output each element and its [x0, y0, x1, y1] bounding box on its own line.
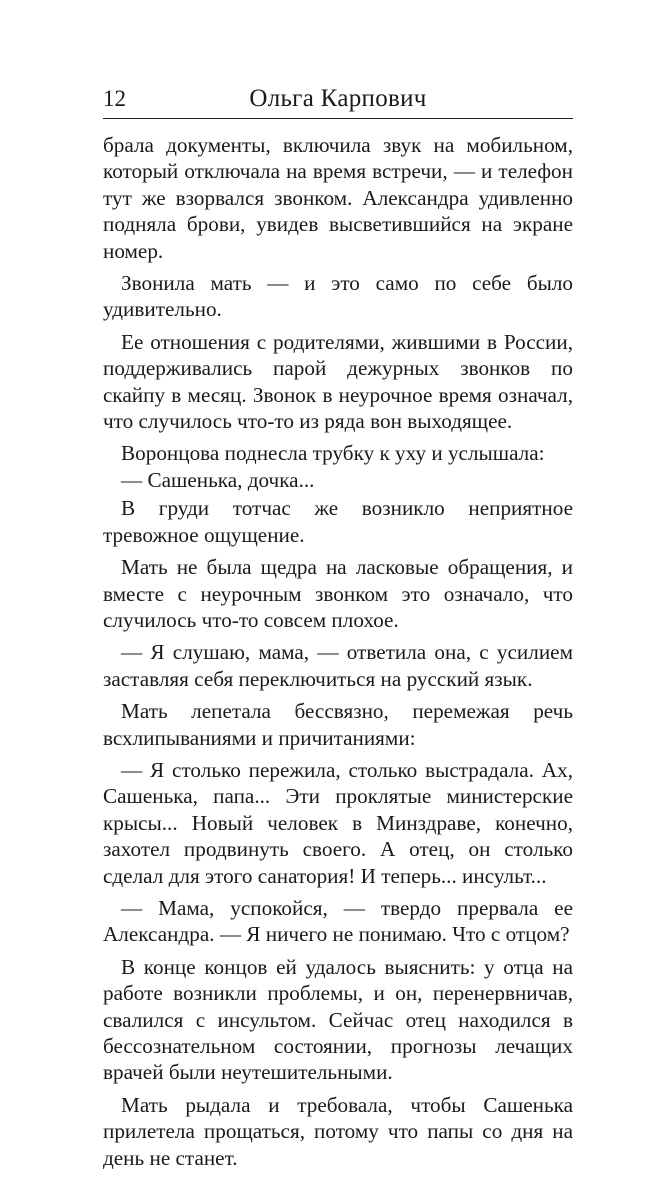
page-number: 12: [103, 86, 126, 111]
paragraph-13: Мать рыдала и требовала, чтобы Сашенька прилетела прощаться, потому что папы со дня на день не станет.: [103, 1092, 573, 1170]
paragraph-1: брала документы, включила звук на мобильном, который отключала на время встречи, — и телефон тут же взорвался звонком. Александра удивленно подняла брови, увидев высветившийся на экране номер.: [103, 133, 573, 263]
paragraph-2: Звонила мать — и это само по себе было удивительно.: [103, 271, 573, 322]
body-text: [103, 132, 573, 1171]
paragraph-6: В груди тотчас же возникло неприятное тревожное ощущение.: [103, 496, 573, 547]
paragraph-3: Ее отношения с родителями, жившими в России, поддерживались парой дежурных звонков по скайпу в месяц. Звонок в неурочное время означал, что случилось что-то из ряда вон выходящее.: [103, 329, 573, 434]
page-header: [103, 82, 573, 119]
running-title: Ольга Карпович: [249, 85, 427, 112]
paragraph-5: — Сашенька, дочка...: [121, 467, 315, 492]
paragraph-12: В конце концов ей удалось выяснить: у отца на работе возникли проблемы, и он, перенервничав, свалился с инсультом. Сейчас отец находился в бессознательном состоянии, прогнозы лечащих врачей были неутешительными.: [103, 954, 573, 1085]
paragraph-8: — Я слушаю, мама, — ответила она, с усилием заставляя себя переключиться на русский язык.: [103, 640, 573, 691]
paragraph-4: Воронцова поднесла трубку к уху и услышала:: [121, 441, 545, 466]
paragraph-10: — Я столько пережила, столько выстрадала. Ах, Сашенька, папа... Эти проклятые министерские крысы... Новый человек в Минздраве, конечно, захотел продвинуть своего. А отец, он столько сделал для этого санатория! И теперь... инсульт...: [103, 757, 573, 888]
book-page: [103, 82, 573, 1177]
paragraph-7: Мать не была щедра на ласковые обращения, и вместе с неурочным звонком это означало, что случилось что-то совсем плохое.: [103, 555, 573, 632]
paragraph-11: — Мама, успокойся, — твердо прервала ее Александра. — Я ничего не понимаю. Что с отцом?: [103, 895, 573, 947]
paragraph-9: Мать лепетала бессвязно, перемежая речь всхлипываниями и причитаниями:: [103, 699, 573, 750]
